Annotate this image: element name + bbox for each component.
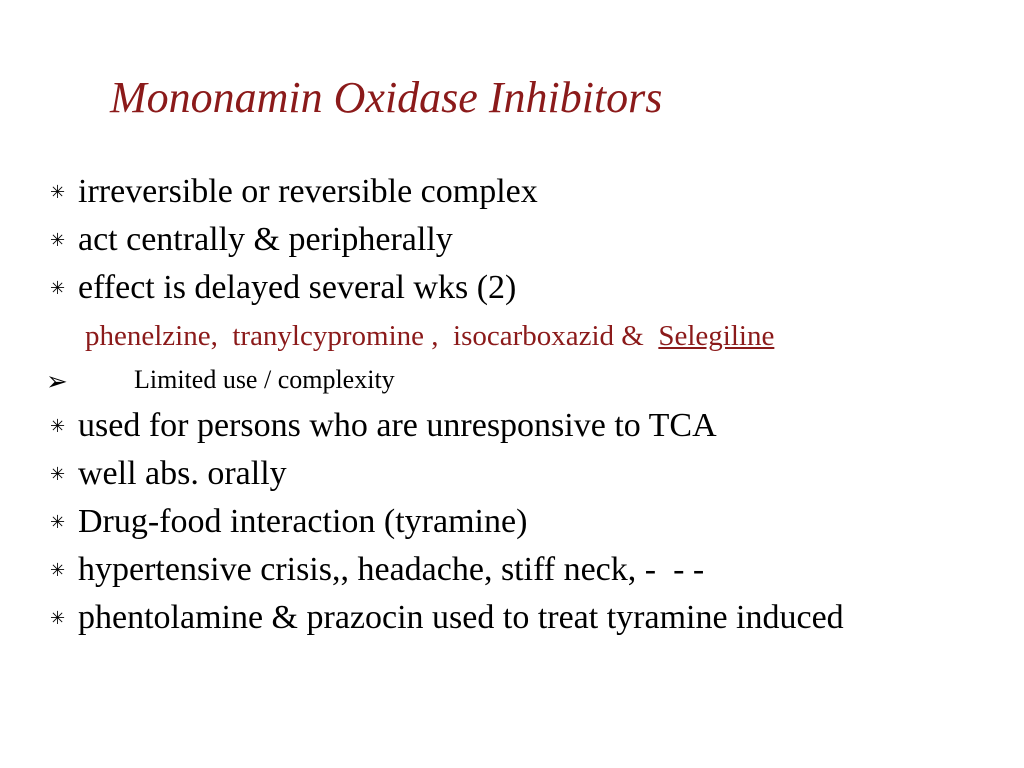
asterisk-bullet-icon: ✳	[50, 512, 66, 533]
asterisk-bullet-icon: ✳	[50, 230, 66, 251]
asterisk-bullet-icon: ✳	[50, 182, 66, 203]
bullet-text: act centrally & peripherally	[78, 221, 453, 258]
drug-list	[85, 318, 774, 354]
bullet-text: well abs. orally	[78, 455, 287, 492]
bullet-item	[50, 453, 287, 496]
arrow-item	[46, 362, 395, 402]
bullet-item	[50, 219, 453, 262]
drug-list-text: phenelzine, tranylcypromine , isocarboxazid &	[85, 320, 659, 352]
bullet-text: Drug-food interaction (tyramine)	[78, 503, 528, 540]
bullet-text: effect is delayed several wks (2)	[78, 269, 517, 306]
slide-title: Mononamin Oxidase Inhibitors	[110, 73, 663, 122]
asterisk-bullet-icon: ✳	[50, 608, 66, 629]
bullet-item	[50, 171, 538, 214]
bullet-item	[50, 405, 717, 448]
asterisk-bullet-icon: ✳	[50, 464, 66, 485]
arrow-bullet-icon: ➢	[46, 367, 68, 397]
arrow-item-text: Limited use / complexity	[134, 365, 395, 394]
bullet-item	[50, 501, 527, 544]
asterisk-bullet-icon: ✳	[50, 416, 66, 437]
asterisk-bullet-icon: ✳	[50, 560, 66, 581]
bullet-text: phentolamine & prazocin used to treat tyramine induced	[78, 599, 844, 636]
asterisk-bullet-icon: ✳	[50, 278, 66, 299]
bullet-item	[50, 267, 516, 310]
bullet-text: irreversible or reversible complex	[78, 173, 538, 210]
bullet-item	[50, 549, 704, 592]
bullet-item	[50, 597, 844, 640]
selegiline-link: Selegiline	[658, 320, 775, 352]
bullet-text: used for persons who are unresponsive to TCA	[78, 407, 717, 444]
bullet-text: hypertensive crisis,, headache, stiff neck, - - -	[78, 551, 705, 588]
